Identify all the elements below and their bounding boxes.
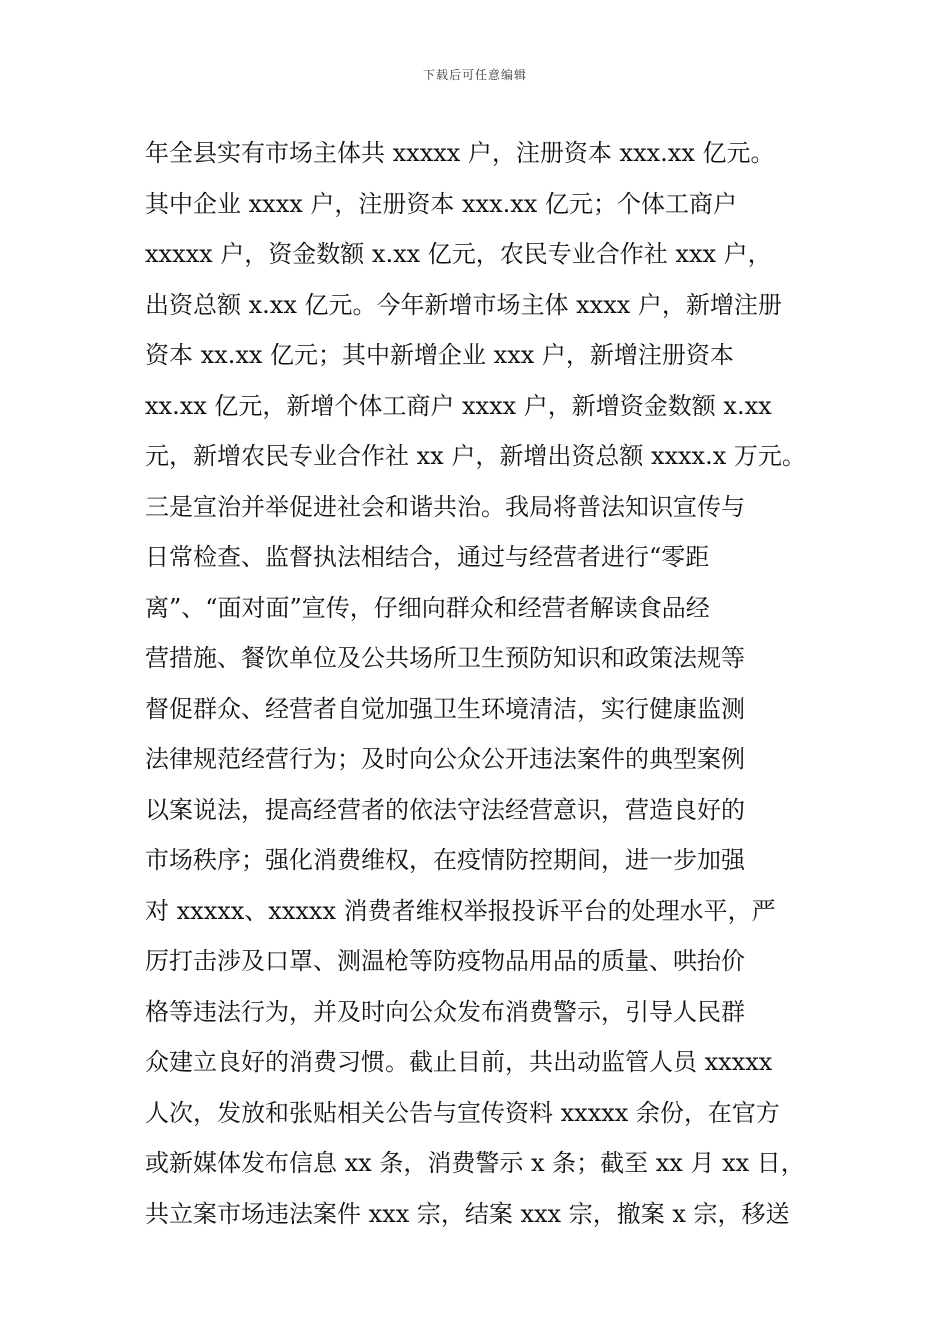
text-line: 法律规范经营行为；及时向公众公开违法案件的典型案例 [145,745,745,773]
text-line: 人次，发放和张贴相关公告与宣传资料 xxxxx 余份，在官方 [145,1098,780,1127]
text-line: xxxxx 户，资金数额 x.xx 亿元，农民专业合作社 xxx 户， [145,240,772,268]
text-line: 其中企业 xxxx 户，注册资本 xxx.xx 亿元；个体工商户 [145,189,737,218]
text-line: 离”、“面对面”宣传，仔细向群众和经营者解读食品经 [145,593,710,622]
text-line: 对 xxxxx、xxxxx 消费者维权举报投诉平台的处理水平，严 [145,896,776,925]
text-line: 格等违法行为，并及时向公众发布消费警示，引导人民群 [145,997,745,1026]
text-line: 三是宣治并举促进社会和谐共治。我局将普法知识宣传与 [145,492,745,521]
text-line: 众建立良好的消费习惯。截止目前，共出动监管人员 xxxxx [145,1048,773,1076]
text-line: 日常检查、监督执法相结合，通过与经营者进行“零距 [145,543,710,571]
text-line: 营措施、餐饮单位及公共场所卫生预防知识和政策法规等 [145,644,745,672]
text-line: 共立案市场违法案件 xxx 宗，结案 xxx 宗，撤案 x 宗，移送 [145,1199,790,1228]
text-line: xx.xx 亿元，新增个体工商户 xxxx 户，新增资金数额 x.xx [145,391,772,420]
text-line: 或新媒体发布信息 xx 条，消费警示 x 条；截至 xx 月 xx 日， [145,1149,805,1177]
text-line: 元，新增农民专业合作社 xx 户，新增出资总额 xxxx.x 万元。 [145,442,806,470]
text-line: 以案说法，提高经营者的依法守法经营意识，营造良好的 [145,795,745,824]
text-line: 年全县实有市场主体共 xxxxx 户，注册资本 xxx.xx 亿元。 [145,139,775,167]
text-line: 厉打击涉及口罩、测温枪等防疫物品用品的质量、哄抬价 [145,947,745,975]
text-line: 督促群众、经营者自觉加强卫生环境清洁，实行健康监测 [145,694,745,723]
text-line: 出资总额 x.xx 亿元。今年新增市场主体 xxxx 户，新增注册 [145,290,782,319]
text-line: 市场秩序；强化消费维权，在疫情防控期间，进一步加强 [145,846,745,874]
page-header-note: 下载后可任意编辑 [422,68,527,82]
text-line: 资本 xx.xx 亿元；其中新增企业 xxx 户，新增注册资本 [145,341,734,369]
document-body [145,128,825,1239]
